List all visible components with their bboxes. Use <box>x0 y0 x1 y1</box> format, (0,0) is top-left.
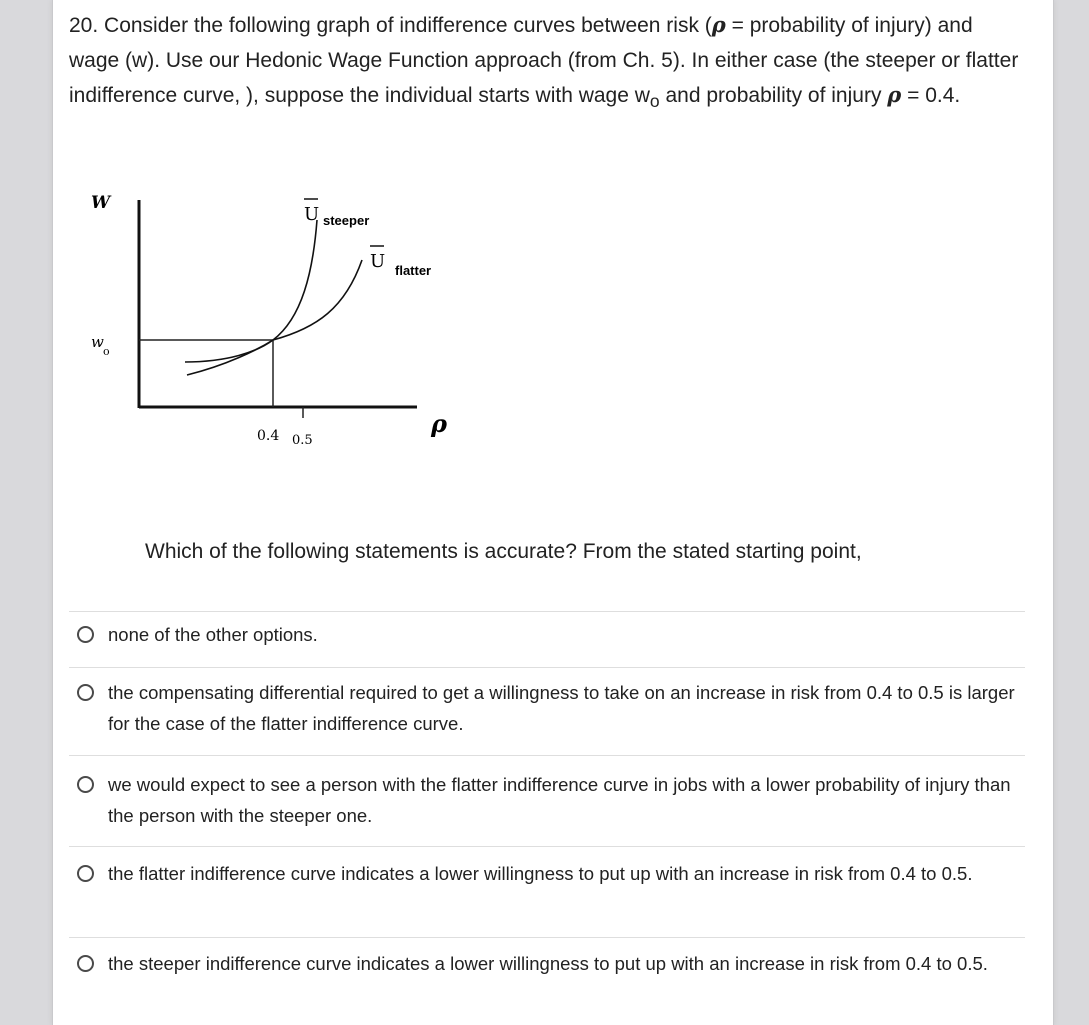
divider <box>69 667 1025 668</box>
radio-button[interactable] <box>77 776 94 793</box>
rho-symbol: ρ <box>887 82 902 107</box>
option-label: we would expect to see a person with the flatter indifference curve in jobs with a lower probability of injury than the person with the steeper one. <box>108 774 1011 826</box>
radio-button[interactable] <box>77 684 94 701</box>
w0-subscript: o <box>103 345 110 358</box>
question-text: 20. Consider the following graph of indifference curves between risk (ρ = probability of injury) and wage (w). Use our Hedonic Wage Function approach (from Ch. 5). In either case (the steeper or flatter indifference curve, ), suppose the individual starts with wage $w_o$ and probability of injury ρ = 0.4. <box>69 12 1019 112</box>
answer-option-3[interactable] <box>77 769 1017 831</box>
x-tick-label-0-4: 0.4 <box>257 428 280 444</box>
option-label: the steeper indifference curve indicates a lower willingness to put up with an increase in risk from 0.4 to 0.5. <box>108 953 988 974</box>
divider <box>69 755 1025 756</box>
radio-button[interactable] <box>77 955 94 972</box>
steeper-u-label: U <box>304 204 320 225</box>
flatter-u-label: U <box>370 251 386 272</box>
steeper-curve-label: steeper <box>323 213 370 228</box>
divider <box>69 611 1025 612</box>
radio-button[interactable] <box>77 865 94 882</box>
option-label: the flatter indifference curve indicates a lower willingness to put up with an increase in risk from 0.4 to 0.5. <box>108 863 973 884</box>
option-label: none of the other options. <box>108 624 318 645</box>
radio-button[interactable] <box>77 626 94 643</box>
y-axis-label: W <box>91 193 111 213</box>
x-tick-label-0-5: 0.5 <box>292 433 313 448</box>
w0-label: w <box>91 333 104 351</box>
answer-option-1[interactable] <box>77 619 1017 650</box>
answer-option-5[interactable] <box>77 948 1017 979</box>
question-prompt: Which of the following statements is accurate? From the stated starting point, <box>145 540 862 563</box>
flatter-curve-label: flatter <box>395 263 432 278</box>
answer-option-4[interactable] <box>77 858 1017 889</box>
indifference-curve-graph <box>77 180 497 470</box>
x-axis-label: ρ <box>431 409 447 438</box>
question-card <box>52 0 1054 1025</box>
answer-option-2[interactable] <box>77 677 1017 739</box>
divider <box>69 846 1025 847</box>
divider <box>69 937 1025 938</box>
option-label: the compensating differential required to get a willingness to take on an increase in risk from 0.4 to 0.5 is larger for the case of the flatter indifference curve. <box>108 682 1015 734</box>
rho-symbol: ρ <box>711 12 726 37</box>
w-subscript: o <box>649 91 660 112</box>
flatter-indifference-curve <box>187 260 362 375</box>
